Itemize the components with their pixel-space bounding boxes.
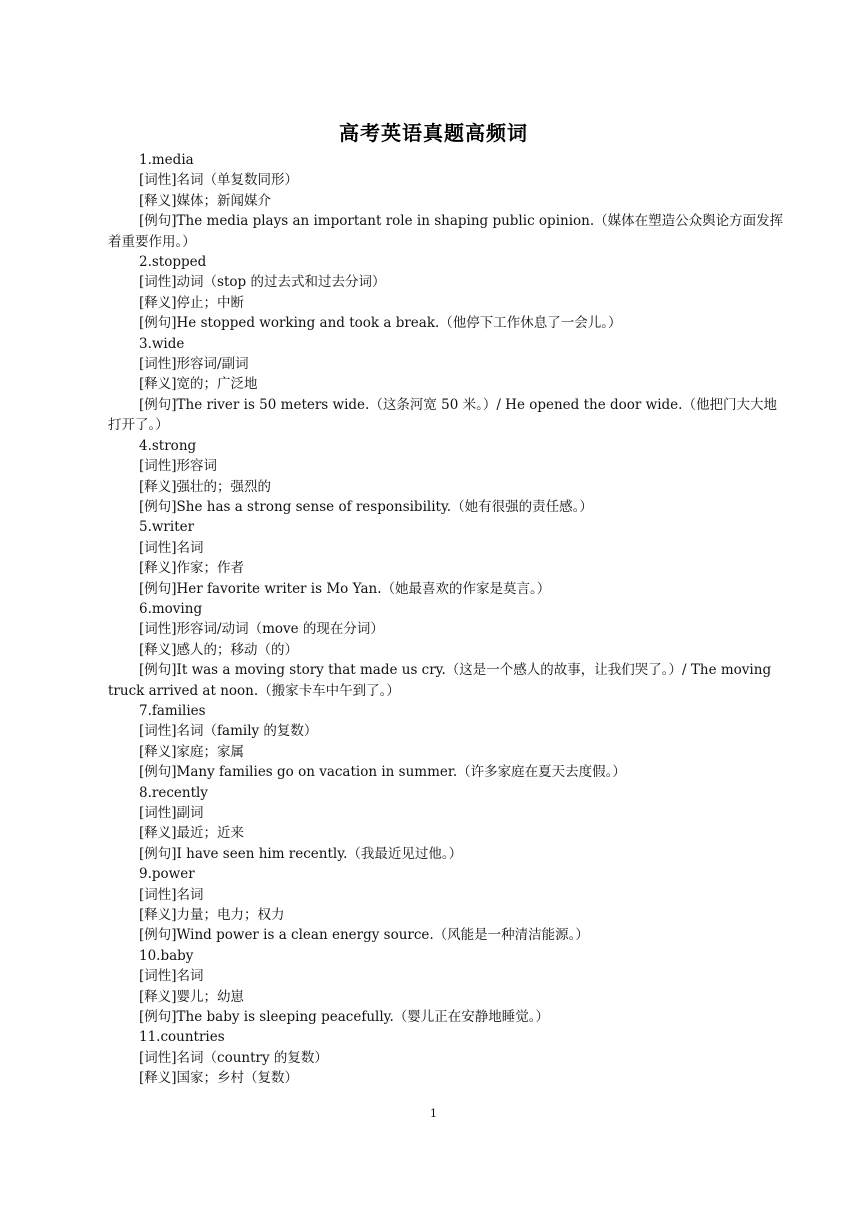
entry-meaning: [释义]宽的；广泛地: [139, 376, 258, 393]
entry-pos: [词性]名词（country 的复数）: [139, 1049, 328, 1066]
word-list: [108, 150, 788, 1089]
entry-meaning: [释义]感人的；移动（的）: [139, 641, 299, 658]
entry-head: 11.countries: [139, 1029, 225, 1046]
entry-pos: [词性]名词（单复数同形）: [139, 172, 299, 189]
entry-example: [例句]Many families go on vacation in summer.（许多家庭在夏天去度假。）: [139, 764, 626, 781]
entry-pos: [词性]动词（stop 的过去式和过去分词）: [139, 274, 386, 291]
entry-example: [例句]I have seen him recently.（我最近见过他。）: [139, 845, 463, 862]
entry-head: 9.power: [139, 866, 195, 883]
entry-head: 8.recently: [139, 784, 208, 801]
entry-example: [例句]Her favorite writer is Mo Yan.（她最喜欢的作家是莫言。）: [139, 580, 551, 597]
entry-pos: [词性]形容词/动词（move 的现在分词）: [139, 621, 384, 638]
entry-pos: [词性]名词: [139, 539, 204, 556]
entry-example: [例句]Wind power is a clean energy source.（风能是一种清洁能源。）: [139, 927, 589, 944]
entry-meaning: [释义]婴儿；幼崽: [139, 988, 245, 1005]
entry-meaning: [释义]媒体；新闻媒介: [139, 192, 272, 209]
page-title: 高考英语真题高频词: [339, 121, 528, 145]
entry-head: 3.wide: [139, 335, 185, 352]
entry-head: 6.moving: [139, 600, 203, 617]
entry-head: 10.baby: [139, 947, 194, 964]
entry-pos: [词性]副词: [139, 805, 204, 821]
entry-pos: [词性]名词: [139, 968, 204, 985]
entry-meaning: [释义]最近；近来: [139, 825, 245, 842]
entry-head: 5.writer: [139, 519, 195, 536]
entry-example: [例句]He stopped working and took a break.（他停下工作休息了一会儿。）: [139, 315, 622, 332]
entry-meaning: [释义]家庭；家属: [139, 743, 245, 760]
page-number: 1: [430, 1107, 437, 1120]
entry-example: [例句]The media plays an important role in shaping public opinion.（媒体在塑造公众舆论方面发挥着重要作用。）: [108, 213, 784, 250]
entry-head: 7.families: [139, 702, 206, 719]
entry-pos: [词性]形容词: [139, 458, 218, 475]
entry-meaning: [释义]强壮的；强烈的: [139, 478, 272, 495]
entry-pos: [词性]名词: [139, 886, 204, 903]
entry-pos: [词性]名词（family 的复数）: [139, 723, 318, 740]
entry-pos: [词性]形容词/副词: [139, 356, 249, 373]
entry-head: 4.strong: [139, 437, 197, 454]
entry-meaning: [释义]国家；乡村（复数）: [139, 1070, 299, 1087]
entry-meaning: [释义]作家；作者: [139, 560, 245, 577]
entry-example: [例句]She has a strong sense of responsibility.（她有很强的责任感。）: [139, 498, 593, 515]
entry-meaning: [释义]停止；中断: [139, 294, 245, 311]
entry-example: [例句]It was a moving story that made us cry.（这是一个感人的故事，让我们哭了。）/ The moving truck arrived at noon.（搬家卡车中午到了。）: [108, 662, 772, 699]
entry-example: [例句]The river is 50 meters wide.（这条河宽 50 米。）/ He opened the door wide.（他把门大大地打开了。）: [108, 396, 777, 434]
entry-head: 2.stopped: [139, 254, 207, 271]
entry-example: [例句]The baby is sleeping peacefully.（婴儿正在安静地睡觉。）: [139, 1009, 550, 1026]
entry-head: 1.media: [139, 152, 194, 168]
entry-meaning: [释义]力量；电力；权力: [139, 907, 285, 924]
